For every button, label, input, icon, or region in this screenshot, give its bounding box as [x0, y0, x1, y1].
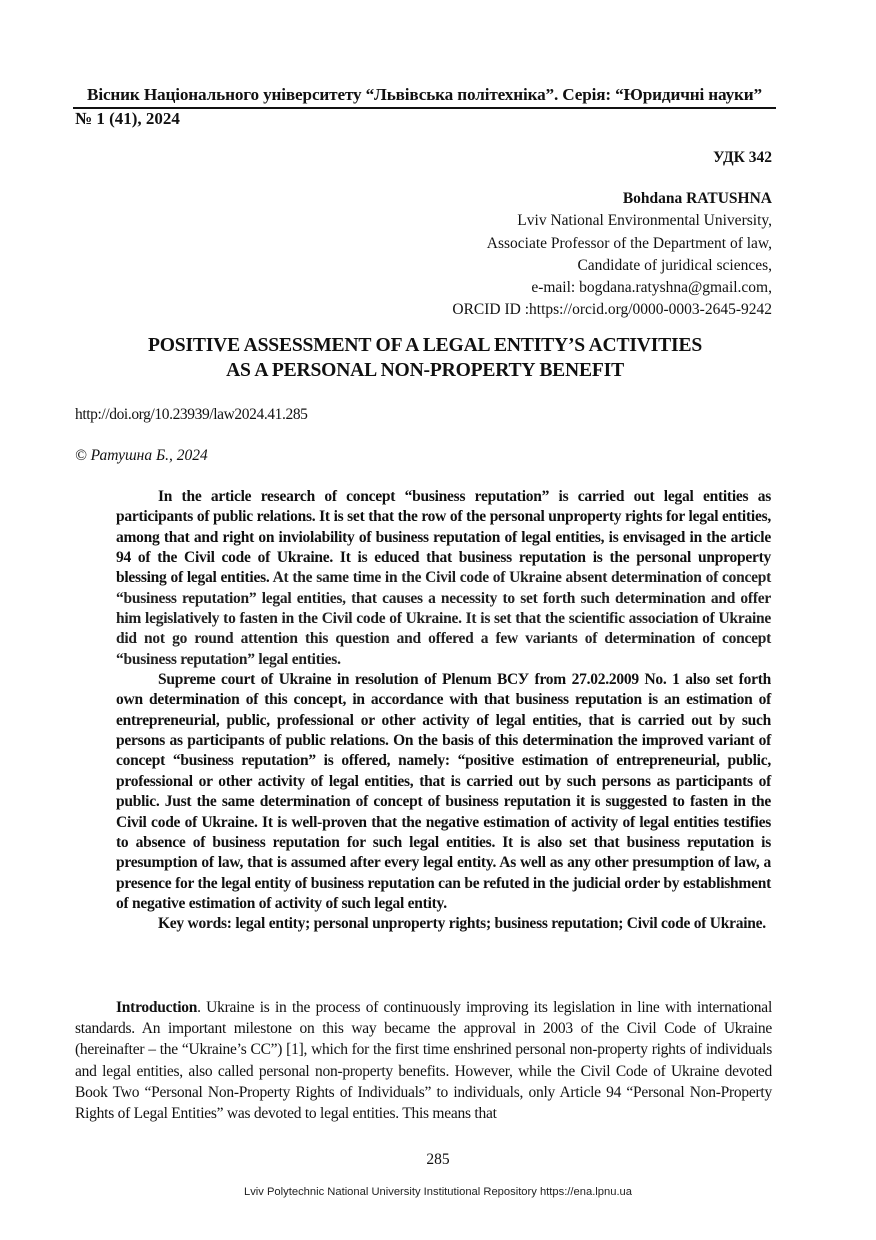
udc-code: УДК 342	[713, 149, 772, 166]
repository-footer[interactable]: Lviv Polytechnic National University Institutional Repository https://ena.lpnu.ua	[243, 1186, 633, 1198]
article-title-line-1: POSITIVE ASSESSMENT OF A LEGAL ENTITY’S ACTIVITIES	[147, 335, 703, 356]
journal-running-header: Вісник Національного університету “Львівська політехніка”. Серія: “Юридичні науки”	[87, 85, 762, 104]
keywords: Key words: legal entity; personal unproperty rights; business reputation; Civil code of Ukraine.	[158, 915, 766, 933]
introduction-paragraph	[75, 997, 772, 1124]
article-title	[75, 333, 775, 383]
author-name: Bohdana RATUSHNA	[622, 190, 772, 207]
page-number: 285	[426, 1151, 450, 1168]
body-text	[75, 997, 772, 1124]
author-degree: Candidate of juridical sciences,	[577, 256, 772, 274]
copyright-notice: © Ратушна Б., 2024	[75, 447, 208, 464]
abstract-p1-rest: At the same time in the Civil code of Ukraine absent determination of concept “business reputation” legal entities, that causes a necessity to set forth such determination and offer him legislatively to fasten in the Civil code of Ukraine. It is set that the scientific association of Ukraine did not go round attention this question and offered a few variants of determination of concept “business reputation” legal entities.	[116, 569, 771, 668]
abstract-paragraph-1	[116, 487, 771, 670]
introduction-text: . Ukraine is in the process of continuously improving its legislation in line with international standards. An important milestone on this way became the approval in 2003 of the Civil Code of Ukraine (hereinafter – the “Ukraine’s CC”) [1], which for the first time enshrined personal non-property rights of individuals and legal entities, also called personal non-property benefits. However, while the Civil Code of Ukraine devoted Book Two “Personal Non-Property Rights of Individuals” to individuals, only Article 94 “Personal Non-Property Rights of Legal Entities” was devoted to legal entities. This means that	[75, 999, 772, 1123]
author-orcid[interactable]: ORCID ID :https://orcid.org/0000-0003-2645-9242	[452, 301, 772, 319]
doi-link[interactable]: http://doi.org/10.23939/law2024.41.285	[75, 406, 308, 423]
abstract-p1-bold: In the article research of concept “business reputation” is carried out legal entities as participants of public relations. It is set that the row of the personal unproperty rights for legal entities, among that and right on inviolability of business reputation of legal entities, is envisaged in the article 94 of the Civil code of Ukraine. It is educed that business reputation is the personal unproperty blessing of legal entities.	[116, 488, 771, 587]
author-position: Associate Professor of the Department of law,	[486, 234, 772, 252]
author-email[interactable]: e-mail: bogdana.ratyshna@gmail.com,	[531, 279, 772, 297]
abstract-paragraph-2: Supreme court of Ukraine in resolution of Plenum ВСУ from 27.02.2009 No. 1 also set forth own determination of this concept, in accordance with that business reputation is an estimation of entrepreneurial, public, professional or other activity of legal entities, that is carried out by such persons as participants of public relations. On the basis of this determination the improved variant of concept “business reputation” is offered, namely: “positive estimation of entrepreneurial, public, professional or other activity of legal entities, that is carried out by such persons as participants of public. Just the same determination of concept of business reputation it is suggested to fasten in the Civil code of Ukraine. It is well-proven that the negative estimation of activity of legal entities testifies to absence of business reputation for such legal entities. It is also set that business reputation is presumption of law, that is assumed after every legal entity. As well as any other presumption of law, a presence for the legal entity of business reputation can be refuted in the judicial order by establishment of negative estimation of activity of such legal entity.	[116, 671, 771, 912]
issue-number: № 1 (41), 2024	[75, 109, 180, 128]
article-title-line-2: AS A PERSONAL NON-PROPERTY BENEFIT	[226, 360, 624, 381]
author-block	[452, 188, 772, 322]
introduction-heading: Introduction	[116, 999, 198, 1016]
abstract	[116, 487, 771, 935]
author-affiliation: Lviv National Environmental University,	[517, 212, 772, 230]
